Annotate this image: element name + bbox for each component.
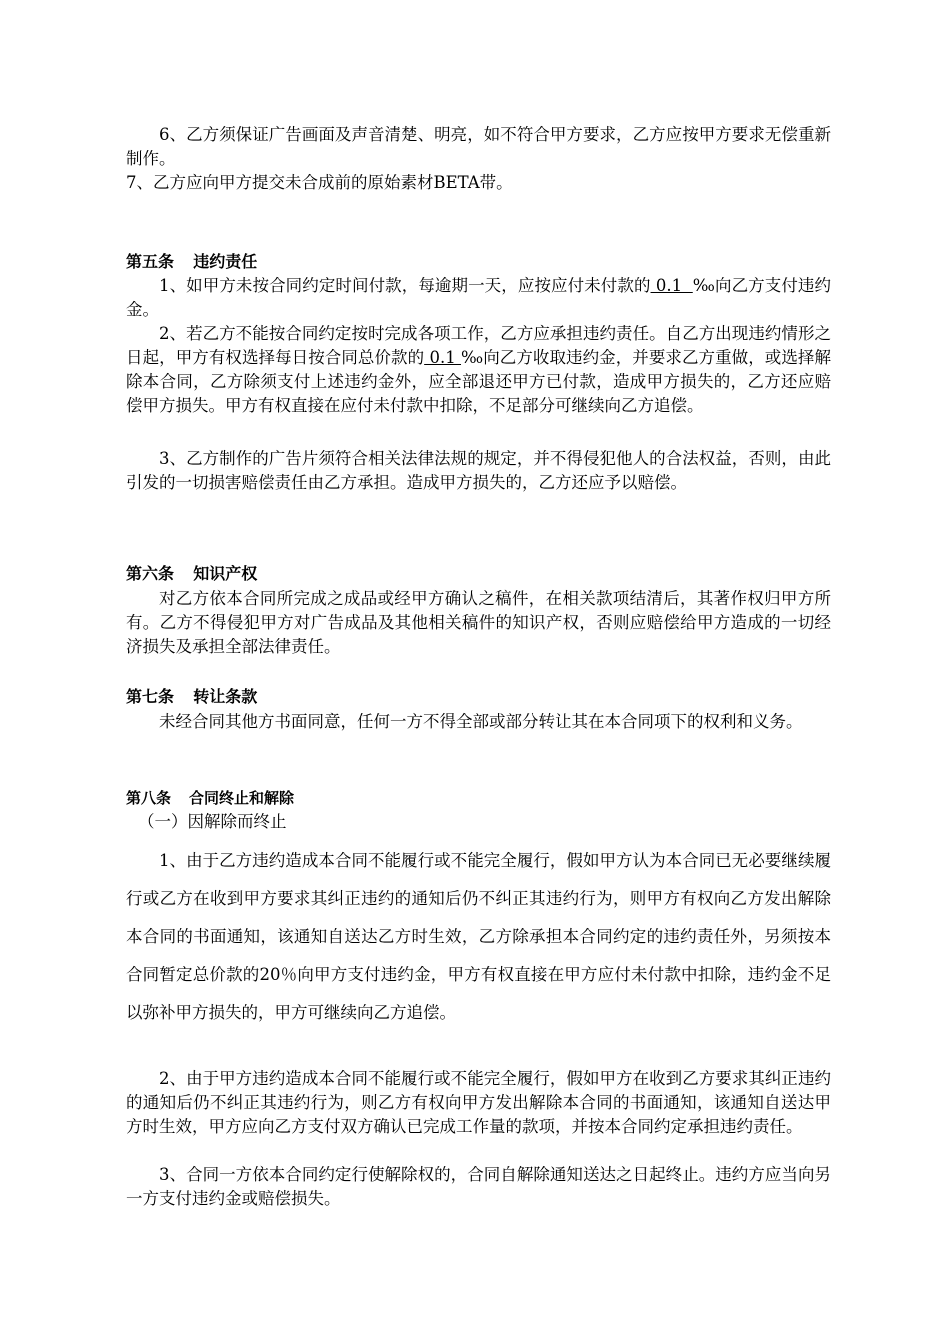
- article-6-title: 知识产权: [193, 564, 258, 583]
- article-8-para-1: 1、由于乙方违约造成本合同不能履行或不能完全履行，假如甲方认为本合同已无必要继续履行或乙方在收到甲方要求其纠正违约的通知后仍不纠正其违约行为，则甲方有权向乙方发出解除本合同的书面通知，该通知自送达乙方时生效，乙方除承担本合同约定的违约责任外，另须按本合同暂定总价款的20％向甲方支付违约金，甲方有权直接在甲方应付未付款中扣除，违约金不足以弥补甲方损失的，甲方可继续向乙方追偿。: [126, 851, 831, 1022]
- article-8-number: 第八条: [126, 789, 172, 807]
- clause-4-item-6: 6、乙方须保证广告画面及声音清楚、明亮，如不符合甲方要求，乙方应按甲方要求无偿重新制作。: [126, 125, 831, 168]
- article-5-heading: [126, 250, 257, 274]
- article-8-title: 合同终止和解除: [189, 789, 295, 807]
- article-8-para-3: 3、合同一方依本合同约定行使解除权的，合同自解除通知送达之日起终止。违约方应当向另一方支付违约金或赔偿损失。: [126, 1165, 831, 1208]
- article-7-heading: [126, 685, 257, 709]
- article-7-para-1: 未经合同其他方书面同意，任何一方不得全部或部分转让其在本合同项下的权利和义务。: [159, 712, 803, 731]
- article-6-number: 第六条: [126, 564, 175, 583]
- article-5-rate-1: 0.1: [650, 276, 693, 295]
- article-5-number: 第五条: [126, 252, 175, 271]
- article-5-para-3: 3、乙方制作的广告片须符合相关法律法规的规定，并不得侵犯他人的合法权益，否则，由此引发的一切损害赔偿责任由乙方承担。造成甲方损失的，乙方还应予以赔偿。: [126, 449, 831, 492]
- article-8-para-2: 2、由于甲方违约造成本合同不能履行或不能完全履行，假如甲方在收到乙方要求其纠正违约的通知后仍不纠正其违约行为，则乙方有权向甲方发出解除本合同的书面通知，该通知自送达甲方时生效，甲方应向乙方支付双方确认已完成工作量的款项，并按本合同约定承担违约责任。: [126, 1069, 831, 1136]
- article-5-rate-2: 0.1: [424, 348, 462, 367]
- article-8-subheading: （一）因解除而终止: [138, 812, 287, 831]
- article-5-para-2-text-b: ‰向乙方收取违约金，并要求乙方重做，或选择解除本合同，乙方除须支付上述违约金外，应全部退还甲方已付款，造成甲方损失的，乙方还应赔偿甲方损失。甲方有权直接在应付未付款中扣除，不足部分可继续向乙方追偿。: [126, 348, 832, 415]
- article-5-para-2-text-a: 2、若乙方不能按合同约定按时完成各项工作，乙方应承担违约责任。自乙方出现违约情形之日起，甲方有权选择每日按合同总价款的: [126, 324, 831, 367]
- article-8-heading: [126, 786, 294, 810]
- article-7-title: 转让条款: [193, 687, 258, 706]
- article-6-para-1: 对乙方依本合同所完成之成品或经甲方确认之稿件，在相关款项结清后，其著作权归甲方所有。乙方不得侵犯甲方对广告成品及其他相关稿件的知识产权，否则应赔偿给甲方造成的一切经济损失及承担全部法律责任。: [126, 589, 831, 656]
- article-7-number: 第七条: [126, 687, 175, 706]
- article-5-para-1-text-b: ‰向乙方支付违约金。: [126, 276, 831, 319]
- article-5-title: 违约责任: [193, 252, 258, 271]
- clause-4-item-7: 7、乙方应向甲方提交未合成前的原始素材BETA带。: [126, 173, 513, 192]
- article-5-para-2: [126, 322, 831, 418]
- article-5-para-1: [126, 274, 831, 322]
- article-6-heading: [126, 562, 257, 586]
- article-5-para-1-text-a: 1、如甲方未按合同约定时间付款，每逾期一天，应按应付未付款的: [159, 276, 651, 295]
